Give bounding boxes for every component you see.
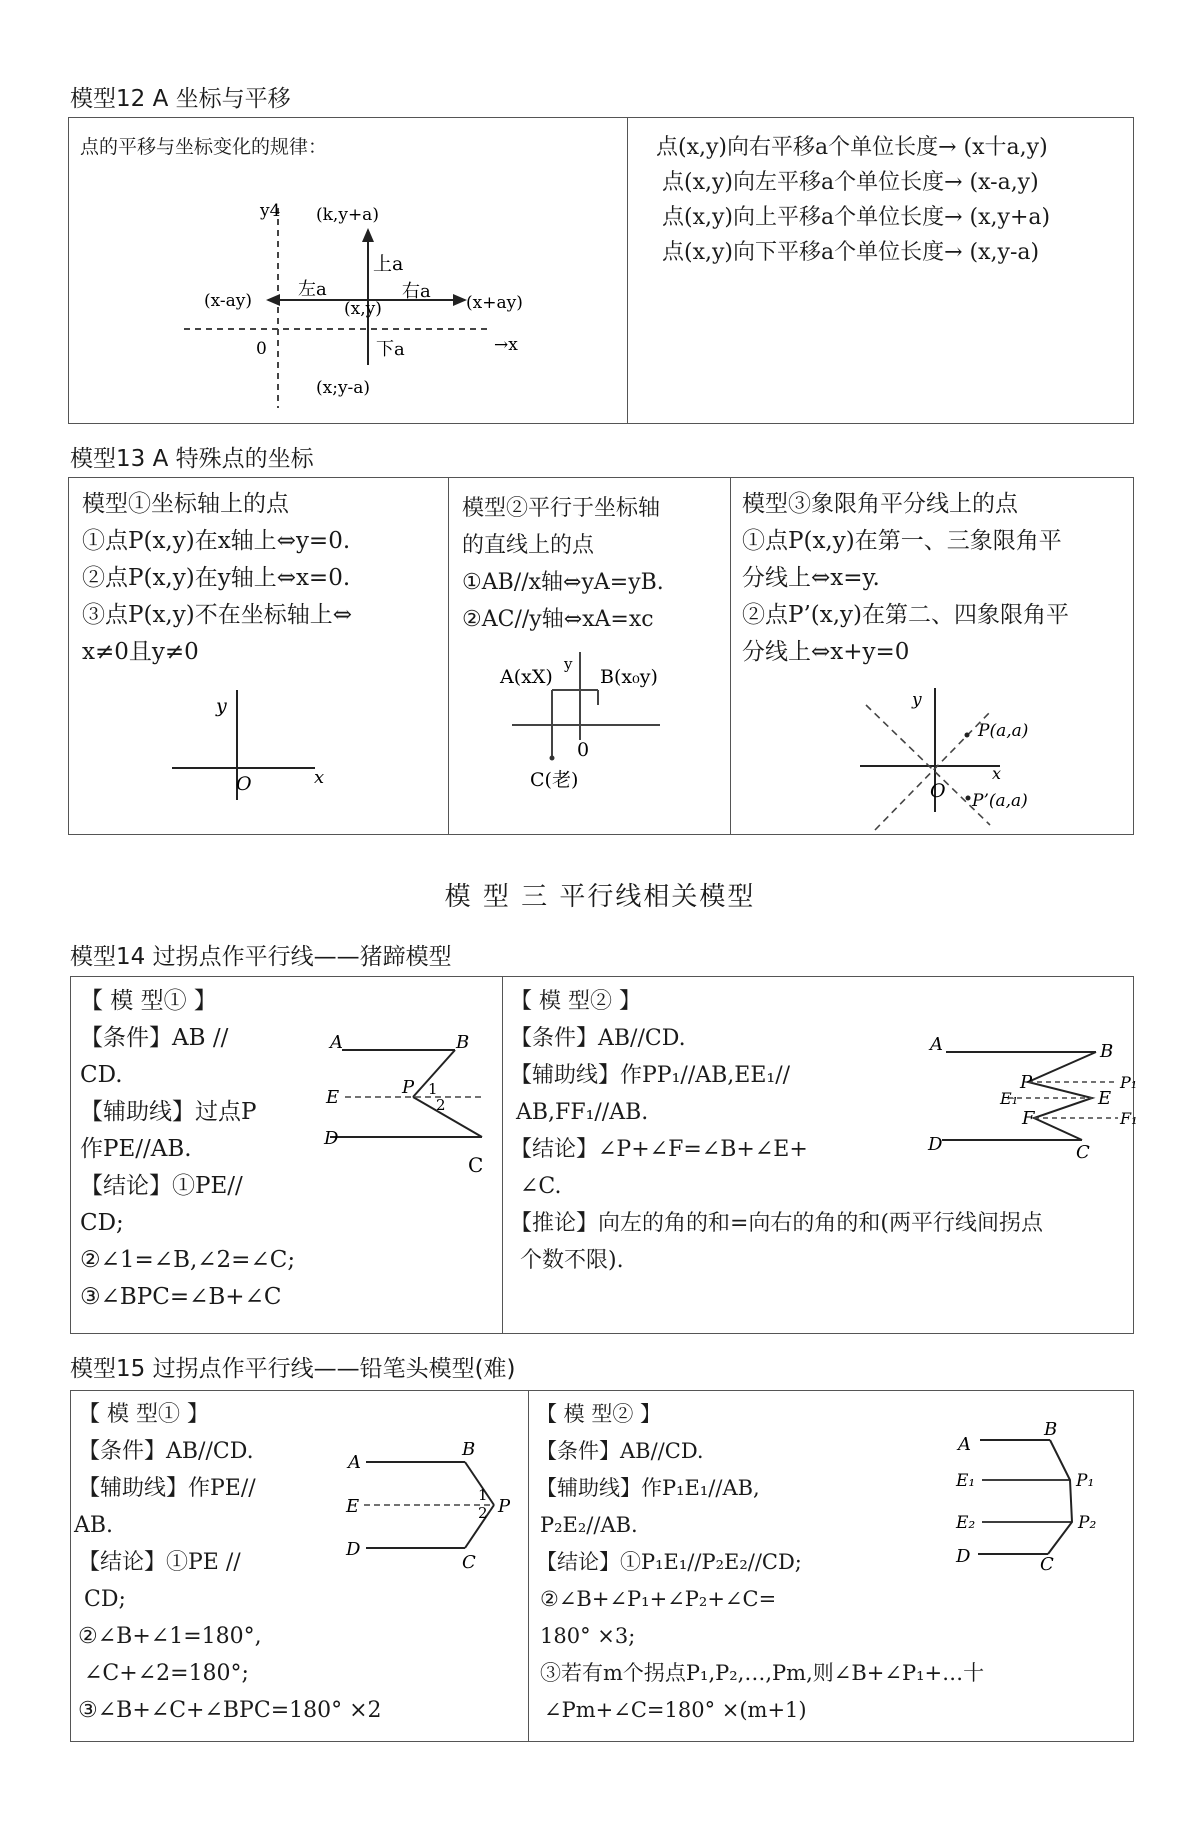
section-title: 模 型 三 平行线相关模型 bbox=[444, 882, 756, 912]
m12-rule-right: 点(x,y)向右平移a个单位长度→ (x十a,y) bbox=[656, 135, 1048, 160]
m14-r-b-label: B bbox=[1100, 1041, 1114, 1062]
m15-right-aux-cont: P₂E₂//AB. bbox=[540, 1513, 638, 1537]
m14-l-d-label: D bbox=[324, 1128, 339, 1149]
m13-c3-x-label: x bbox=[992, 764, 1002, 783]
m12-xay-right-label: (x+ay) bbox=[466, 293, 523, 313]
m15-right-conclusion-2: ②∠B+∠P₁+∠P₂+∠C= bbox=[540, 1587, 777, 1611]
m13-c3-line4: 分线上⇔x+y=0 bbox=[742, 639, 910, 665]
m13-c3-line3: ②点P’(x,y)在第二、四象限角平 bbox=[742, 602, 1070, 628]
m14-l-angle1-label: 1 bbox=[428, 1080, 438, 1098]
m14-l-c-label: C bbox=[468, 1153, 484, 1177]
m13-c1-y-label: y bbox=[216, 695, 227, 717]
m15-left-conclusion-cont: CD; bbox=[84, 1587, 126, 1612]
m13-c2-a-label: A(xX) bbox=[500, 666, 553, 688]
m12-k-label: (k,y+a) bbox=[316, 205, 379, 225]
m12-left-label: 左a bbox=[298, 279, 327, 300]
m14-r-f-label: F bbox=[1022, 1108, 1035, 1129]
m14-title: 模型14 过拐点作平行线——猪蹄模型 bbox=[70, 944, 452, 970]
m15-r-p2-label: P₂ bbox=[1078, 1513, 1097, 1533]
m15-l-c-label: C bbox=[462, 1552, 476, 1573]
m14-left-aux-cont: 作PE//AB. bbox=[80, 1136, 192, 1162]
m13-c2-c-label: C(老) bbox=[530, 769, 579, 791]
m13-c2-y-label: y bbox=[564, 655, 573, 673]
m14-right-aux-cont: AB,FF₁//AB. bbox=[516, 1100, 649, 1125]
m15-left-conclusion-3: ③∠B+∠C+∠BPC=180° ×2 bbox=[78, 1698, 382, 1723]
m13-c1-line4: x≠0且y≠0 bbox=[82, 639, 199, 665]
m14-r-p-label: P bbox=[1020, 1072, 1033, 1093]
m15-right-aux: 【辅助线】作P₁E₁//AB, bbox=[536, 1476, 760, 1500]
m12-rule-left: 点(x,y)向左平移a个单位长度→ (x-a,y) bbox=[662, 170, 1039, 195]
m14-right-conclusion: 【结论】∠P+∠F=∠B+∠E+ bbox=[510, 1137, 808, 1162]
m15-left-heading: 【 模 型① 】 bbox=[78, 1402, 209, 1427]
m12-xay-left-label: (x-ay) bbox=[204, 291, 253, 311]
m15-l-b-label: B bbox=[462, 1439, 476, 1460]
m15-r-e1-label: E₁ bbox=[956, 1471, 976, 1491]
m12-left-heading: 点的平移与坐标变化的规律： bbox=[80, 136, 328, 158]
m14-l-a-label: A bbox=[330, 1032, 343, 1053]
m15-left-aux-cont: AB. bbox=[74, 1513, 114, 1538]
m12-right-label: 右a bbox=[402, 281, 431, 302]
m13-c2-origin-label: 0 bbox=[577, 739, 590, 761]
m12-xy-label: (x,y) bbox=[344, 299, 382, 319]
m13-c3-line2: 分线上⇔x=y. bbox=[742, 565, 880, 591]
m15-title: 模型15 过拐点作平行线——铅笔头模型(难) bbox=[70, 1356, 516, 1382]
m13-c2-heading: 模型②平行于坐标轴 bbox=[462, 496, 661, 521]
m15-right-heading: 【 模 型② 】 bbox=[536, 1402, 662, 1426]
m14-left-conclusion-2: ②∠1=∠B,∠2=∠C; bbox=[80, 1247, 296, 1273]
m15-l-angle1-label: 1 bbox=[478, 1486, 488, 1504]
m15-l-a-label: A bbox=[348, 1452, 361, 1473]
m14-l-p-label: P bbox=[402, 1077, 415, 1098]
m14-r-e1-label: E₁ bbox=[1000, 1089, 1019, 1108]
m15-r-c-label: C bbox=[1040, 1554, 1054, 1575]
m15-l-d-label: D bbox=[346, 1539, 361, 1560]
m12-origin-label: 0 bbox=[256, 339, 267, 359]
m13-title: 模型13 A 特殊点的坐标 bbox=[70, 446, 314, 472]
m13-c2-b-label: B(x₀y) bbox=[600, 666, 658, 688]
m13-c1-line3: ③点P(x,y)不在坐标轴上⇔ bbox=[82, 602, 352, 628]
m14-right-conclusion-cont: ∠C. bbox=[520, 1174, 562, 1199]
m15-left-aux: 【辅助线】作PE// bbox=[78, 1476, 256, 1501]
m13-c2-line2: ①AB//x轴⇔yA=yB. bbox=[462, 570, 664, 595]
m14-r-p1-label: P₁ bbox=[1120, 1073, 1138, 1092]
m14-l-b-label: B bbox=[456, 1032, 470, 1053]
m14-r-c-label: C bbox=[1076, 1142, 1090, 1163]
m15-right-condition: 【条件】AB//CD. bbox=[536, 1439, 704, 1463]
m13-c3-origin-label: O bbox=[930, 780, 946, 802]
m15-left-conclusion-2: ②∠B+∠1=180°, bbox=[78, 1624, 262, 1649]
m14-left-conclusion: 【结论】①PE// bbox=[80, 1173, 243, 1199]
m14-r-e-label: E bbox=[1098, 1088, 1112, 1109]
m14-r-f1-label: F₁ bbox=[1120, 1109, 1138, 1128]
m14-left-condition: 【条件】AB // bbox=[80, 1025, 229, 1051]
m12-title: 模型12 A 坐标与平移 bbox=[70, 86, 291, 112]
m14-r-d-label: D bbox=[928, 1134, 943, 1155]
m15-l-p-label: P bbox=[498, 1496, 511, 1517]
m15-right-conclusion: 【结论】①P₁E₁//P₂E₂//CD; bbox=[536, 1550, 802, 1574]
m13-c1-x-label: x bbox=[314, 767, 325, 788]
m13-c3-heading: 模型③象限角平分线上的点 bbox=[742, 491, 1018, 517]
m14-r-a-label: A bbox=[930, 1034, 943, 1055]
m12-x-label: →x bbox=[494, 335, 518, 355]
m13-c1-origin-label: O bbox=[236, 773, 252, 795]
m15-r-d-label: D bbox=[956, 1546, 971, 1567]
m12-xya-label: (x;y-a) bbox=[316, 378, 371, 398]
m13-c3-p2-label: P’(a,a) bbox=[972, 791, 1028, 811]
m14-l-e-label: E bbox=[326, 1087, 340, 1108]
m15-right-conclusion-3-cont: ∠Pm+∠C=180° ×(m+1) bbox=[544, 1698, 807, 1722]
m14-right-corollary-cont: 个数不限). bbox=[520, 1248, 624, 1273]
m14-left-aux: 【辅助线】过点P bbox=[80, 1099, 257, 1125]
m14-left-condition-cont: CD. bbox=[80, 1062, 123, 1088]
m14-l-angle2-label: 2 bbox=[436, 1096, 446, 1114]
m15-left-conclusion-2-cont: ∠C+∠2=180°; bbox=[84, 1661, 249, 1686]
m13-c3-y-label: y bbox=[912, 690, 922, 710]
m12-rule-up: 点(x,y)向上平移a个单位长度→ (x,y+a) bbox=[662, 205, 1051, 230]
m12-down-label: 下a bbox=[376, 339, 405, 360]
m15-right-conclusion-2-cont: 180° ×3; bbox=[540, 1624, 636, 1648]
m15-r-a-label: A bbox=[958, 1434, 971, 1455]
m13-c1-line2: ②点P(x,y)在y轴上⇔x=0. bbox=[82, 565, 351, 591]
m14-right-heading: 【 模 型② 】 bbox=[510, 989, 641, 1014]
m14-right-condition: 【条件】AB//CD. bbox=[510, 1026, 686, 1051]
m13-c1-line1: ①点P(x,y)在x轴上⇔y=0. bbox=[82, 528, 351, 554]
m15-r-b-label: B bbox=[1044, 1419, 1058, 1440]
m13-c3-line1: ①点P(x,y)在第一、三象限角平 bbox=[742, 528, 1062, 554]
m15-left-condition: 【条件】AB//CD. bbox=[78, 1439, 254, 1464]
m14-left-conclusion-3: ③∠BPC=∠B+∠C bbox=[80, 1284, 282, 1310]
m14-left-heading: 【 模 型① 】 bbox=[80, 988, 217, 1014]
m14-left-conclusion-cont: CD; bbox=[80, 1210, 124, 1236]
m13-c2-line1: 的直线上的点 bbox=[462, 533, 595, 558]
m15-l-angle2-label: 2 bbox=[478, 1504, 488, 1522]
m13-c2-line3: ②AC//y轴⇔xA=xc bbox=[462, 607, 654, 632]
m14-right-corollary: 【推论】向左的角的和=向右的角的和(两平行线间拐点 bbox=[510, 1211, 1044, 1236]
m12-up-label: 上a bbox=[373, 253, 404, 275]
m15-left-conclusion: 【结论】①PE // bbox=[78, 1550, 241, 1575]
m15-r-p1-label: P₁ bbox=[1076, 1471, 1095, 1491]
m15-right-conclusion-3: ③若有m个拐点P₁,P₂,…,Pm,则∠B+∠P₁+…十 bbox=[540, 1661, 985, 1685]
m15-l-e-label: E bbox=[346, 1496, 360, 1517]
m14-right-aux: 【辅助线】作PP₁//AB,EE₁// bbox=[510, 1063, 791, 1088]
m12-y-label: y4 bbox=[260, 201, 281, 221]
m15-r-e2-label: E₂ bbox=[956, 1513, 976, 1533]
m12-rule-down: 点(x,y)向下平移a个单位长度→ (x,y-a) bbox=[662, 240, 1040, 265]
m13-c3-p-label: P(a,a) bbox=[978, 721, 1029, 741]
m13-c1-heading: 模型①坐标轴上的点 bbox=[82, 491, 289, 517]
